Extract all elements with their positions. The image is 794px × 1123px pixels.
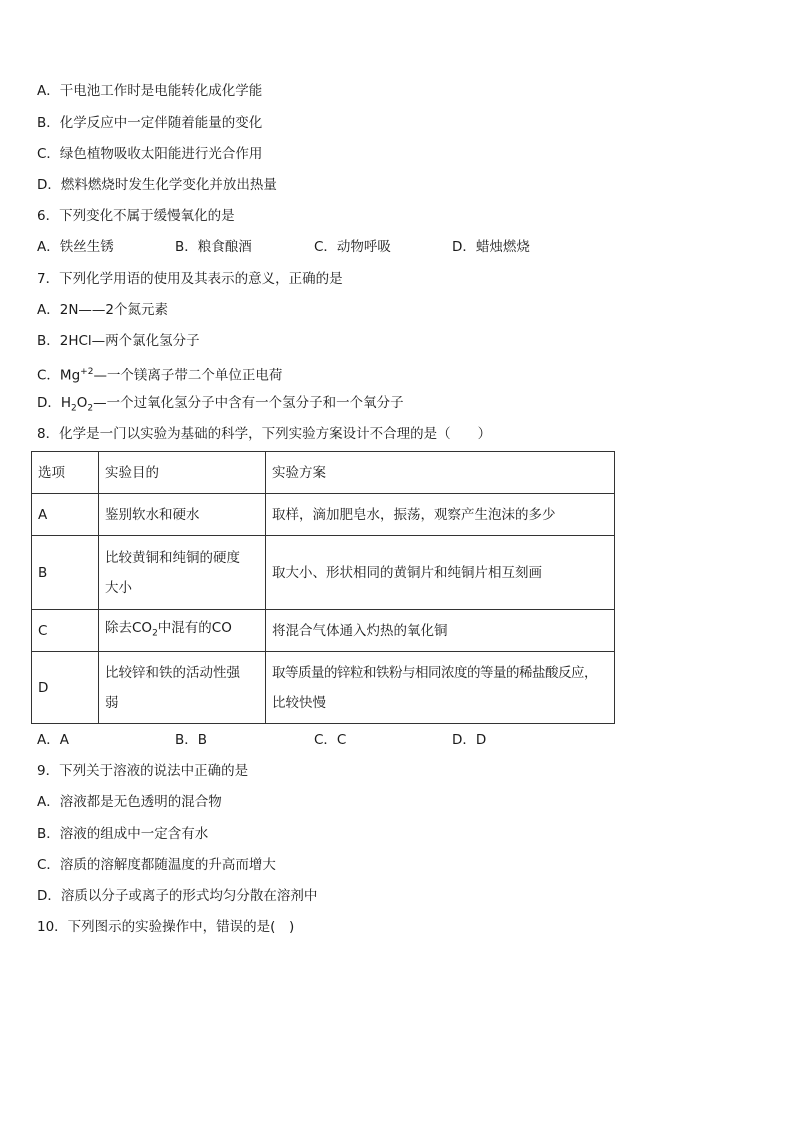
q8-option-a: A．A	[37, 732, 69, 748]
q5-option-c: C．绿色植物吸收太阳能进行光合作用	[37, 146, 263, 162]
header-purpose: 实验目的	[99, 452, 266, 494]
row-b-plan: 取大小、形状相同的黄铜片和纯铜片相互刻画	[266, 536, 615, 610]
row-b-purpose	[99, 536, 266, 610]
q7-option-c-charge: +2	[80, 367, 94, 377]
row-d-purpose-line2: 弱	[105, 694, 119, 711]
row-c-purpose	[99, 610, 266, 652]
row-d-purpose	[99, 652, 266, 724]
q6-option-c: C．动物呼吸	[314, 239, 391, 255]
q5-option-a: A．干电池工作时是电能转化成化学能	[37, 83, 263, 99]
table-row	[32, 536, 615, 610]
q6-option-d: D．蜡烛燃烧	[452, 239, 530, 255]
q7-option-c	[37, 363, 282, 385]
q8-option-c: C．C	[314, 732, 347, 748]
row-a-option: A	[32, 494, 99, 536]
row-a-plan: 取样，滴加肥皂水，振荡，观察产生泡沫的多少	[266, 494, 615, 536]
row-d-plan-line2: 比较快慢	[272, 694, 326, 711]
q6-stem: 6．下列变化不属于缓慢氧化的是	[37, 208, 235, 224]
q8-stem: 8．化学是一门以实验为基础的科学，下列实验方案设计不合理的是（ ）	[37, 426, 492, 442]
q7-option-d-sub1: 2	[71, 403, 77, 414]
row-b-option: B	[32, 536, 99, 610]
q9-stem: 9．下列关于溶液的说法中正确的是	[37, 763, 249, 779]
row-d-option: D	[32, 652, 99, 724]
q6-option-b: B．粮食酿酒	[175, 239, 252, 255]
row-c-purpose-sub: 2	[152, 628, 158, 639]
table-row	[32, 652, 615, 724]
table-row	[32, 494, 615, 536]
row-a-purpose: 鉴别软水和硬水	[99, 494, 266, 536]
row-d-plan-line1: 取等质量的锌粒和铁粉与相同浓度的等量的稀盐酸反应，	[272, 664, 597, 681]
q10-stem: 10．下列图示的实验操作中，错误的是( )	[37, 919, 295, 935]
q9-option-a: A．溶液都是无色透明的混合物	[37, 794, 222, 810]
q5-option-d: D．燃料燃烧时发生化学变化并放出热量	[37, 177, 277, 193]
header-option: 选项	[32, 452, 99, 494]
q7-option-d-sub2: 2	[87, 403, 94, 414]
q9-option-b: B．溶液的组成中一定含有水	[37, 826, 209, 842]
table-row	[32, 610, 615, 652]
q7-option-a: A．2N——2个氮元素	[37, 302, 169, 318]
row-b-purpose-line1: 比较黄铜和纯铜的硬度	[105, 549, 240, 566]
q7-stem: 7．下列化学用语的使用及其表示的意义，正确的是	[37, 271, 343, 287]
q7-option-d-text: —一个过氧化氢分子中含有一个氢分子和一个氧分子	[93, 395, 404, 411]
q8-option-d: D．D	[452, 732, 487, 748]
q6-option-a: A．铁丝生锈	[37, 239, 114, 255]
q8-option-b: B．B	[175, 732, 208, 748]
row-c-option: C	[32, 610, 99, 652]
header-plan: 实验方案	[266, 452, 615, 494]
q5-option-b: B．化学反应中一定伴随着能量的变化	[37, 115, 263, 131]
q7-option-b: B．2HCl—两个氯化氢分子	[37, 333, 200, 349]
q7-option-c-prefix: C．Mg	[37, 367, 81, 384]
row-c-plan: 将混合气体通入灼热的氧化铜	[266, 610, 615, 652]
q7-option-d-prefix: D．H	[37, 395, 72, 411]
row-c-purpose-pre: 除去CO	[105, 619, 153, 636]
q7-option-d	[37, 394, 404, 418]
row-d-purpose-line1: 比较锌和铁的活动性强	[105, 664, 240, 681]
q7-option-d-mid: O	[76, 395, 88, 411]
row-d-plan	[266, 652, 615, 724]
q9-option-c: C．溶质的溶解度都随温度的升高而增大	[37, 857, 276, 873]
table-header-row	[32, 452, 615, 494]
row-c-purpose-post: 中混有的CO	[157, 619, 232, 636]
experiment-table	[31, 451, 615, 724]
q7-option-c-text: —一个镁离子带二个单位正电荷	[93, 367, 283, 384]
row-b-purpose-line2: 大小	[105, 579, 132, 596]
q9-option-d: D．溶质以分子或离子的形式均匀分散在溶剂中	[37, 888, 318, 904]
